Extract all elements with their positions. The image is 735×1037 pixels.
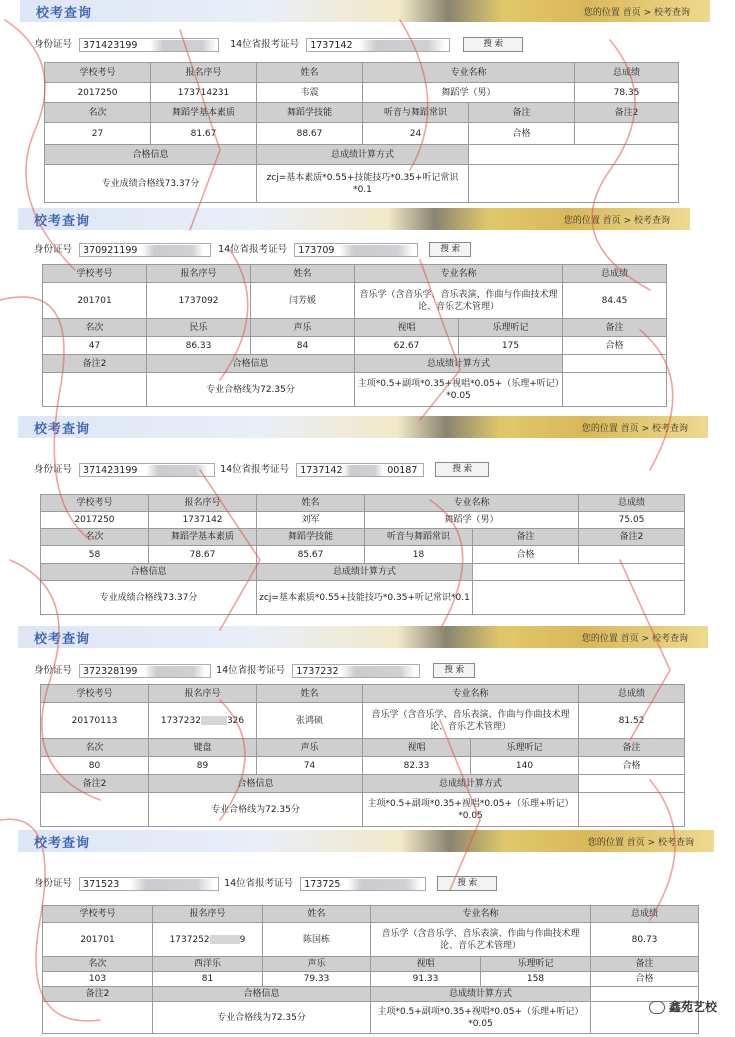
formula: zcj=基本素质*0.55+技能技巧*0.35+听记常识*0.1 [257,165,469,203]
total-score: 80.73 [591,923,699,957]
qualify-info: 专业合格线为72.35分 [153,1002,371,1034]
banner [18,416,708,438]
th-total: 总成绩 [579,685,685,703]
search-button[interactable]: 搜 索 [437,876,497,891]
th-qualify: 合格信息 [41,564,257,581]
breadcrumb[interactable]: 您的位置 首页 > 校考查询 [583,8,690,18]
formula: zcj=基本素质*0.55+技能技巧*0.35+听记常识*0.1 [257,581,473,615]
major: 音乐学（含音乐学、音乐表演、作曲与作曲技术理论、音乐艺术管理） [371,923,591,957]
th-name: 姓名 [257,63,363,83]
th-major: 专业名称 [355,265,563,283]
school-no: 2017250 [45,83,151,103]
th-school-no: 学校考号 [45,63,151,83]
remark2 [43,373,147,407]
total-score: 78.35 [575,83,679,103]
exam-input[interactable]: 1737142 [306,38,450,52]
student-name: 张鸿硕 [257,703,363,739]
th-name: 姓名 [263,906,371,923]
th-name: 姓名 [257,685,363,703]
th-subject-4: 乐理听记 [481,957,591,972]
th-rank: 名次 [43,319,147,337]
exam-input[interactable]: 1737232 [292,664,420,678]
score-3: 91.33 [371,972,481,987]
exam-label: 14位省报考证号 [218,244,288,255]
id-label: 身份证号 [34,665,73,676]
qualify-info: 专业合格线为72.35分 [149,793,363,827]
qualify-info: 专业成绩合格线73.37分 [41,581,257,615]
exam-input[interactable]: 1737142 00187 [296,463,424,477]
remark: 合格 [563,337,667,355]
banner-title: 校考查询 [34,632,91,647]
result-panel-4 [18,626,708,826]
student-name: 陈国栋 [263,923,371,957]
formula: 主项*0.5+副项*0.35+视唱*0.05+（乐理+听记）*0.05 [363,793,579,827]
th-remark: 备注 [591,957,699,972]
score-4: 140 [471,757,579,775]
th-subject-3: 听音与舞蹈常识 [363,103,469,123]
th-total: 总成绩 [563,265,667,283]
score-table [42,905,699,1034]
id-input[interactable]: 372328199 [79,664,211,678]
th-reg-no: 报名序号 [149,685,257,703]
th-formula: 总成绩计算方式 [363,775,579,793]
result-panel-1 [20,0,710,207]
th-subject-3: 视唱 [371,957,481,972]
th-subject-1: 西洋乐 [153,957,263,972]
th-subject-3: 视唱 [363,739,471,757]
banner-title: 校考查询 [34,422,91,437]
formula: 主项*0.5+副项*0.35+视唱*0.05+（乐理+听记）*0.05 [355,373,563,407]
wechat-icon [649,1001,665,1014]
score-4: 158 [481,972,591,987]
th-subject-3: 视唱 [355,319,459,337]
th-qualify: 合格信息 [153,987,371,1002]
remark2 [575,123,679,145]
th-reg-no: 报名序号 [153,906,263,923]
exam-label: 14位省报考证号 [220,464,290,475]
school-no: 2017250 [41,512,149,529]
total-score: 81.52 [579,703,685,739]
th-qualify: 合格信息 [45,145,257,165]
school-no: 201701 [43,923,153,957]
remark2 [579,546,685,564]
th-subject-1: 舞蹈学基本素质 [151,103,257,123]
student-name: 闫芳媛 [251,283,355,319]
breadcrumb[interactable]: 您的位置 首页 > 校考查询 [581,424,688,434]
th-subject-4: 乐理听记 [459,319,563,337]
total-score: 84.45 [563,283,667,319]
th-subject-2: 舞蹈学技能 [257,529,365,546]
th-formula: 总成绩计算方式 [371,987,591,1002]
reg-no: 1737092 [147,283,251,319]
banner [18,626,708,648]
reg-no: 1737232 326 [149,703,257,739]
student-name: 刘军 [257,512,365,529]
th-school-no: 学校考号 [41,495,149,512]
reg-no: 1737252 9 [153,923,263,957]
th-reg-no: 报名序号 [149,495,257,512]
th-subject-2: 声乐 [263,957,371,972]
search-button[interactable]: 搜 索 [463,37,523,52]
id-label: 身份证号 [34,464,73,475]
score-table [40,684,685,827]
exam-input[interactable]: 173725 [300,877,426,891]
th-school-no: 学校考号 [43,906,153,923]
id-input[interactable]: 370921199 [79,243,211,257]
result-panel-3 [18,416,708,622]
search-button[interactable]: 搜 索 [435,462,489,477]
remark: 合格 [591,972,699,987]
id-label: 身份证号 [34,244,73,255]
major: 音乐学（含音乐学、音乐表演、作曲与作曲技术理论、音乐艺术管理） [363,703,579,739]
school-no: 201701 [43,283,147,319]
th-subject-2: 舞蹈学技能 [257,103,363,123]
th-major: 专业名称 [363,63,575,83]
search-button[interactable]: 搜 索 [429,242,471,257]
rank: 103 [43,972,153,987]
th-qualify: 合格信息 [147,355,355,373]
remark: 合格 [469,123,575,145]
banner-title: 校考查询 [34,214,91,229]
remark2 [43,1002,153,1034]
score-1: 78.67 [149,546,257,564]
total-score: 75.05 [579,512,685,529]
th-formula: 总成绩计算方式 [257,145,469,165]
rank: 58 [41,546,149,564]
th-reg-no: 报名序号 [147,265,251,283]
score-2: 85.67 [257,546,365,564]
score-2: 88.67 [257,123,363,145]
th-rank: 名次 [43,957,153,972]
th-total: 总成绩 [575,63,679,83]
th-remark: 备注 [579,739,685,757]
score-table [42,264,667,407]
breadcrumb[interactable]: 您的位置 首页 > 校考查询 [563,216,670,226]
th-subject-1: 民乐 [147,319,251,337]
score-1: 81.67 [151,123,257,145]
major: 舞蹈学（男） [363,83,575,103]
result-panel-5 [18,830,714,1037]
th-subject-4: 乐理听记 [471,739,579,757]
th-remark: 备注 [473,529,579,546]
major: 音乐学（含音乐学、音乐表演、作曲与作曲技术理论、音乐艺术管理） [355,283,563,319]
reg-no: 173714231 [151,83,257,103]
score-2: 84 [251,337,355,355]
th-subject-1: 键盘 [149,739,257,757]
th-subject-2: 声乐 [251,319,355,337]
result-panel-2 [18,208,690,414]
reg-no: 1737142 [149,512,257,529]
th-remark: 备注 [563,319,667,337]
breadcrumb[interactable]: 您的位置 首页 > 校考查询 [581,634,688,644]
id-input[interactable]: 371423199 [79,463,215,477]
th-rank: 名次 [41,739,149,757]
breadcrumb[interactable]: 您的位置 首页 > 校考查询 [587,838,694,848]
th-major: 专业名称 [371,906,591,923]
th-rank: 名次 [41,529,149,546]
score-table [40,494,685,615]
score-1: 81 [153,972,263,987]
th-remark2: 备注2 [43,987,153,1002]
th-total: 总成绩 [579,495,685,512]
score-table [44,62,679,203]
major: 舞蹈学（男） [365,512,579,529]
banner-title: 校考查询 [36,6,93,21]
th-remark2: 备注2 [575,103,679,123]
th-formula: 总成绩计算方式 [355,355,563,373]
formula: 主项*0.5+副项*0.35+视唱*0.05+（乐理+听记）*0.05 [371,1002,591,1034]
id-input[interactable]: 371423199 [79,38,219,52]
qualify-info: 专业成绩合格线73.37分 [45,165,257,203]
exam-label: 14位省报考证号 [224,878,294,889]
th-reg-no: 报名序号 [151,63,257,83]
banner-title: 校考查询 [34,836,91,851]
th-subject-1: 舞蹈学基本素质 [149,529,257,546]
exam-label: 14位省报考证号 [230,39,300,50]
exam-input[interactable]: 173709 [294,243,418,257]
search-button[interactable]: 搜 索 [433,663,475,678]
id-input[interactable]: 371523 [79,877,219,891]
school-no: 20170113 [41,703,149,739]
th-formula: 总成绩计算方式 [257,564,473,581]
score-3: 24 [363,123,469,145]
score-3: 82.33 [363,757,471,775]
th-name: 姓名 [251,265,355,283]
exam-label: 14位省报考证号 [216,665,286,676]
th-qualify: 合格信息 [149,775,363,793]
id-label: 身份证号 [34,39,73,50]
student-name: 韦震 [257,83,363,103]
banner [18,830,714,852]
th-school-no: 学校考号 [41,685,149,703]
th-rank: 名次 [45,103,151,123]
th-remark2: 备注2 [43,355,147,373]
rank: 47 [43,337,147,355]
remark2 [41,793,149,827]
id-label: 身份证号 [34,878,73,889]
score-1: 86.33 [147,337,251,355]
th-major: 专业名称 [365,495,579,512]
banner [20,0,710,22]
th-school-no: 学校考号 [43,265,147,283]
remark: 合格 [579,757,685,775]
score-2: 79.33 [263,972,371,987]
rank: 27 [45,123,151,145]
score-3: 18 [365,546,473,564]
th-total: 总成绩 [591,906,699,923]
th-remark2: 备注2 [579,529,685,546]
score-3: 62.67 [355,337,459,355]
th-name: 姓名 [257,495,365,512]
banner [18,208,690,230]
qualify-info: 专业合格线为72.35分 [147,373,355,407]
th-remark2: 备注2 [41,775,149,793]
score-1: 89 [149,757,257,775]
remark: 合格 [473,546,579,564]
score-4: 175 [459,337,563,355]
score-2: 74 [257,757,363,775]
watermark: 鑫苑艺校 [649,998,717,1015]
rank: 80 [41,757,149,775]
th-remark: 备注 [469,103,575,123]
th-subject-2: 声乐 [257,739,363,757]
th-subject-3: 听音与舞蹈常识 [365,529,473,546]
th-major: 专业名称 [363,685,579,703]
